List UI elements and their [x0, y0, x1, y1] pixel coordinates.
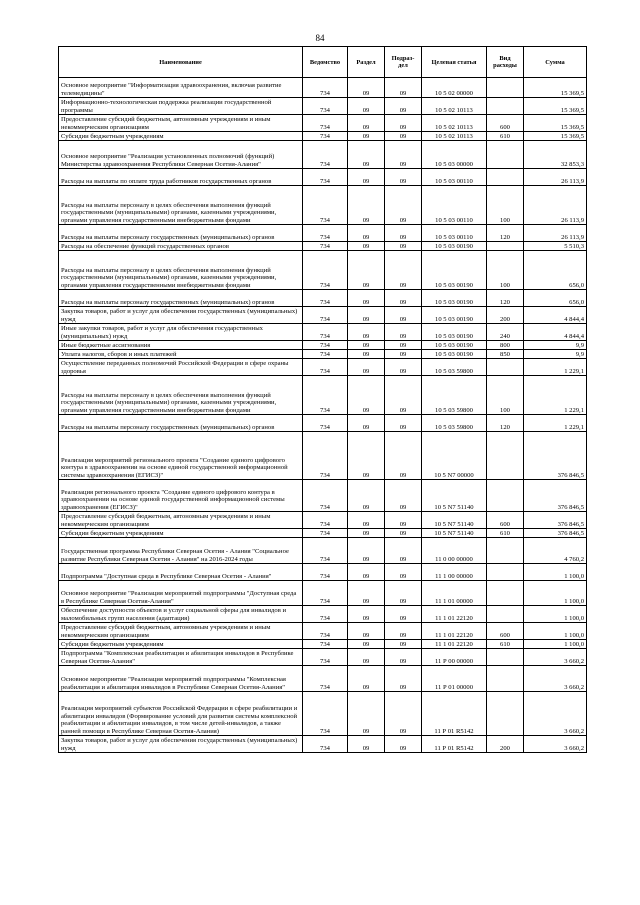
row-target-article-cell: 11 1 01 22120	[422, 640, 487, 649]
row-name-cell: Расходы на обеспечение функций государственных органов	[59, 242, 303, 251]
row-target-article-cell: 10 5 02 10113	[422, 132, 487, 141]
row-sum-cell: 26 113,9	[524, 169, 587, 186]
row-subsection-cell: 09	[385, 564, 422, 581]
table-row	[59, 78, 587, 98]
row-section-cell: 09	[348, 359, 385, 376]
row-target-article-cell: 11 Р 00 00000	[422, 649, 487, 666]
row-department-cell: 734	[303, 623, 348, 640]
row-sum-cell: 1 100,0	[524, 564, 587, 581]
row-expense-type-cell: 850	[487, 350, 524, 359]
row-subsection-cell: 09	[385, 186, 422, 225]
row-expense-type-cell: 120	[487, 290, 524, 307]
row-section-cell: 09	[348, 132, 385, 141]
row-target-article-cell: 10 5 N7 51140	[422, 512, 487, 529]
row-section-cell: 09	[348, 376, 385, 415]
row-subsection-cell: 09	[385, 538, 422, 564]
row-name-cell: Основное мероприятие "Реализация мероприятий подпрограммы "Доступная среда в Республике Северная Осетия-Алания"	[59, 581, 303, 606]
row-subsection-cell: 09	[385, 290, 422, 307]
row-department-cell: 734	[303, 529, 348, 538]
row-subsection-cell: 09	[385, 512, 422, 529]
row-sum-cell: 1 100,0	[524, 640, 587, 649]
row-name-cell: Основное мероприятие "Реализация установленных полномочий (функций) Министерства здравоохранения Республики Северная Осетия-Алания"	[59, 141, 303, 169]
row-target-article-cell: 10 5 03 59800	[422, 359, 487, 376]
row-name-cell: Расходы на выплаты персоналу государственных (муниципальных) органов	[59, 415, 303, 432]
row-section-cell: 09	[348, 640, 385, 649]
row-expense-type-cell	[487, 538, 524, 564]
table-row	[59, 341, 587, 350]
row-expense-type-cell	[487, 359, 524, 376]
row-name-cell: Подпрограмма "Доступная среда в Республике Северная Осетия - Алания"	[59, 564, 303, 581]
row-subsection-cell: 09	[385, 480, 422, 512]
row-section-cell: 09	[348, 529, 385, 538]
row-sum-cell: 3 660,2	[524, 736, 587, 753]
table-row	[59, 290, 587, 307]
row-sum-cell: 15 369,5	[524, 115, 587, 132]
row-subsection-cell: 09	[385, 649, 422, 666]
row-target-article-cell: 10 5 03 59800	[422, 415, 487, 432]
table-row	[59, 251, 587, 290]
row-section-cell: 09	[348, 141, 385, 169]
row-subsection-cell: 09	[385, 359, 422, 376]
table-row	[59, 376, 587, 415]
row-expense-type-cell: 240	[487, 324, 524, 341]
page-number: 84	[315, 33, 325, 43]
row-name-cell: Предоставление субсидий бюджетным, автономным учреждениям и иным некоммерческим организациям	[59, 623, 303, 640]
row-target-article-cell: 10 5 03 00190	[422, 341, 487, 350]
row-target-article-cell: 10 5 N7 51140	[422, 529, 487, 538]
row-department-cell: 734	[303, 225, 348, 242]
row-name-cell: Информационно-технологическая поддержка реализации государственной программы	[59, 98, 303, 115]
table-row	[59, 98, 587, 115]
row-target-article-cell: 11 0 00 00000	[422, 538, 487, 564]
row-expense-type-cell	[487, 649, 524, 666]
table-header	[59, 47, 587, 78]
row-section-cell: 09	[348, 115, 385, 132]
table-row	[59, 736, 587, 753]
column-header-subsection: Подраз-дел	[385, 47, 422, 78]
row-name-cell: Реализация мероприятий регионального проекта "Создание единого цифрового контура в здравоохранении на основе единой государственной информационной системы здравоохранения (ЕГИСЗ)"	[59, 432, 303, 480]
row-sum-cell: 32 853,3	[524, 141, 587, 169]
row-expense-type-cell: 600	[487, 512, 524, 529]
row-sum-cell: 376 846,5	[524, 480, 587, 512]
row-sum-cell: 376 846,5	[524, 512, 587, 529]
table-row	[59, 480, 587, 512]
row-target-article-cell: 10 5 N7 00000	[422, 432, 487, 480]
row-subsection-cell: 09	[385, 692, 422, 736]
row-department-cell: 734	[303, 692, 348, 736]
row-department-cell: 734	[303, 376, 348, 415]
row-department-cell: 734	[303, 480, 348, 512]
row-section-cell: 09	[348, 649, 385, 666]
row-expense-type-cell	[487, 141, 524, 169]
column-header-expense-type: Вид расходы	[487, 47, 524, 78]
row-target-article-cell: 10 5 03 00110	[422, 225, 487, 242]
row-name-cell: Предоставление субсидий бюджетным, автономным учреждениям и иным некоммерческим организациям	[59, 115, 303, 132]
row-target-article-cell: 10 5 03 00190	[422, 307, 487, 324]
row-section-cell: 09	[348, 307, 385, 324]
row-department-cell: 734	[303, 251, 348, 290]
row-department-cell: 734	[303, 132, 348, 141]
row-department-cell: 734	[303, 538, 348, 564]
row-subsection-cell: 09	[385, 98, 422, 115]
row-expense-type-cell: 200	[487, 307, 524, 324]
table-row	[59, 307, 587, 324]
column-header-section: Раздел	[348, 47, 385, 78]
row-name-cell: Реализация регионального проекта "Создание единого цифрового контура в здравоохранении на основе единой государственной информационной системы здравоохранения (ЕГИСЗ)"	[59, 480, 303, 512]
row-section-cell: 09	[348, 623, 385, 640]
row-name-cell: Осуществление переданных полномочий Российской Федерации в сфере охраны здоровья	[59, 359, 303, 376]
budget-table	[58, 46, 587, 753]
row-subsection-cell: 09	[385, 307, 422, 324]
row-target-article-cell: 11 1 01 22120	[422, 623, 487, 640]
table-row	[59, 415, 587, 432]
row-department-cell: 734	[303, 115, 348, 132]
row-name-cell: Расходы на выплаты персоналу государственных (муниципальных) органов	[59, 225, 303, 242]
row-subsection-cell: 09	[385, 415, 422, 432]
table-row	[59, 242, 587, 251]
row-section-cell: 09	[348, 564, 385, 581]
row-target-article-cell: 10 5 03 59800	[422, 376, 487, 415]
table-row	[59, 324, 587, 341]
table-row	[59, 141, 587, 169]
row-department-cell: 734	[303, 606, 348, 623]
row-target-article-cell: 10 5 03 00190	[422, 242, 487, 251]
row-name-cell: Расходы на выплаты персоналу в целях обеспечения выполнения функций государственными (муниципальными) органами, казенными учреждениями, органами управления государственными внебюджетными фондами	[59, 251, 303, 290]
table-row	[59, 115, 587, 132]
row-department-cell: 734	[303, 350, 348, 359]
row-department-cell: 734	[303, 359, 348, 376]
row-department-cell: 734	[303, 242, 348, 251]
row-name-cell: Реализация мероприятий субъектов Российской Федерации в сфере реабилитации и абилитации инвалидов (Формирование условий для развития системы комплексной реабилитации и абилитации инвалидов, в том числе детей-инвалидов, а также ранней помощи в Республике Северная Осетия-Алания)	[59, 692, 303, 736]
table-row	[59, 606, 587, 623]
row-sum-cell: 15 369,5	[524, 132, 587, 141]
row-sum-cell: 376 846,5	[524, 529, 587, 538]
table-row	[59, 132, 587, 141]
row-section-cell: 09	[348, 169, 385, 186]
row-name-cell: Предоставление субсидий бюджетным, автономным учреждениям и иным некоммерческим организациям	[59, 512, 303, 529]
row-section-cell: 09	[348, 251, 385, 290]
row-section-cell: 09	[348, 581, 385, 606]
row-name-cell: Расходы на выплаты по оплате труда работников государственных органов	[59, 169, 303, 186]
row-section-cell: 09	[348, 692, 385, 736]
row-expense-type-cell: 100	[487, 376, 524, 415]
row-name-cell: Основное мероприятие "Реализация мероприятий подпрограммы "Комплексная реабилитация и абилитация инвалидов в Республике Северная Осетия-Алания"	[59, 666, 303, 692]
row-department-cell: 734	[303, 186, 348, 225]
row-subsection-cell: 09	[385, 581, 422, 606]
row-target-article-cell: 11 1 00 00000	[422, 564, 487, 581]
row-subsection-cell: 09	[385, 623, 422, 640]
row-expense-type-cell: 800	[487, 341, 524, 350]
row-sum-cell: 4 844,4	[524, 324, 587, 341]
row-department-cell: 734	[303, 432, 348, 480]
table-row	[59, 432, 587, 480]
row-sum-cell: 26 113,9	[524, 225, 587, 242]
row-sum-cell: 5 510,3	[524, 242, 587, 251]
table-row	[59, 359, 587, 376]
row-department-cell: 734	[303, 141, 348, 169]
row-subsection-cell: 09	[385, 225, 422, 242]
row-department-cell: 734	[303, 666, 348, 692]
row-section-cell: 09	[348, 225, 385, 242]
table-row	[59, 692, 587, 736]
table-row	[59, 666, 587, 692]
row-subsection-cell: 09	[385, 169, 422, 186]
row-sum-cell: 1 229,1	[524, 376, 587, 415]
row-sum-cell: 1 229,1	[524, 359, 587, 376]
row-sum-cell: 4 760,2	[524, 538, 587, 564]
row-expense-type-cell	[487, 564, 524, 581]
column-header-sum: Сумма	[524, 47, 587, 78]
row-section-cell: 09	[348, 186, 385, 225]
row-name-cell: Расходы на выплаты персоналу в целях обеспечения выполнения функций государственными (муниципальными) органами, казенными учреждениями, органами управления государственными внебюджетными фондами	[59, 376, 303, 415]
row-department-cell: 734	[303, 581, 348, 606]
row-sum-cell: 9,9	[524, 341, 587, 350]
row-name-cell: Субсидии бюджетным учреждениям	[59, 132, 303, 141]
row-expense-type-cell: 120	[487, 225, 524, 242]
table-row	[59, 623, 587, 640]
row-expense-type-cell: 200	[487, 736, 524, 753]
table-row	[59, 186, 587, 225]
row-expense-type-cell	[487, 432, 524, 480]
row-section-cell: 09	[348, 538, 385, 564]
row-expense-type-cell: 100	[487, 251, 524, 290]
row-expense-type-cell	[487, 98, 524, 115]
table-row	[59, 225, 587, 242]
row-department-cell: 734	[303, 169, 348, 186]
row-target-article-cell: 10 5 03 00190	[422, 251, 487, 290]
row-expense-type-cell	[487, 78, 524, 98]
row-section-cell: 09	[348, 324, 385, 341]
row-department-cell: 734	[303, 341, 348, 350]
row-target-article-cell: 11 Р 01 R5142	[422, 736, 487, 753]
column-header-name: Наименование	[59, 47, 303, 78]
row-section-cell: 09	[348, 606, 385, 623]
row-name-cell: Расходы на выплаты персоналу государственных (муниципальных) органов	[59, 290, 303, 307]
row-sum-cell: 656,0	[524, 251, 587, 290]
row-sum-cell: 15 369,5	[524, 98, 587, 115]
row-expense-type-cell: 610	[487, 529, 524, 538]
row-subsection-cell: 09	[385, 376, 422, 415]
row-department-cell: 734	[303, 324, 348, 341]
column-header-target-article: Целевая статья	[422, 47, 487, 78]
column-header-department: Ведомство	[303, 47, 348, 78]
row-target-article-cell: 11 1 01 22120	[422, 606, 487, 623]
row-target-article-cell: 11 Р 01 00000	[422, 666, 487, 692]
row-name-cell: Субсидии бюджетным учреждениям	[59, 640, 303, 649]
row-subsection-cell: 09	[385, 666, 422, 692]
row-target-article-cell: 10 5 03 00110	[422, 186, 487, 225]
row-target-article-cell: 11 Р 01 R5142	[422, 692, 487, 736]
row-subsection-cell: 09	[385, 350, 422, 359]
row-name-cell: Расходы на выплаты персоналу в целях обеспечения выполнения функций государственными (муниципальными) органами, казенными учреждениями, органами управления государственными внебюджетными фондами	[59, 186, 303, 225]
row-section-cell: 09	[348, 512, 385, 529]
row-expense-type-cell	[487, 666, 524, 692]
row-department-cell: 734	[303, 512, 348, 529]
row-sum-cell: 4 844,4	[524, 307, 587, 324]
row-section-cell: 09	[348, 350, 385, 359]
row-sum-cell: 1 100,0	[524, 623, 587, 640]
row-department-cell: 734	[303, 736, 348, 753]
row-expense-type-cell	[487, 169, 524, 186]
row-subsection-cell: 09	[385, 529, 422, 538]
row-target-article-cell: 10 5 02 10113	[422, 98, 487, 115]
row-section-cell: 09	[348, 341, 385, 350]
row-subsection-cell: 09	[385, 432, 422, 480]
row-sum-cell: 1 100,0	[524, 606, 587, 623]
row-department-cell: 734	[303, 415, 348, 432]
row-name-cell: Уплата налогов, сборов и иных платежей	[59, 350, 303, 359]
row-target-article-cell: 10 5 N7 51140	[422, 480, 487, 512]
row-section-cell: 09	[348, 432, 385, 480]
row-expense-type-cell: 120	[487, 415, 524, 432]
row-sum-cell: 3 660,2	[524, 692, 587, 736]
row-sum-cell: 376 846,5	[524, 432, 587, 480]
row-subsection-cell: 09	[385, 640, 422, 649]
row-target-article-cell: 10 5 03 00190	[422, 290, 487, 307]
row-name-cell: Закупка товаров, работ и услуг для обеспечения государственных (муниципальных) нужд	[59, 736, 303, 753]
row-section-cell: 09	[348, 242, 385, 251]
row-sum-cell: 1 229,1	[524, 415, 587, 432]
row-section-cell: 09	[348, 98, 385, 115]
table-row	[59, 649, 587, 666]
row-subsection-cell: 09	[385, 324, 422, 341]
row-subsection-cell: 09	[385, 606, 422, 623]
row-subsection-cell: 09	[385, 132, 422, 141]
row-department-cell: 734	[303, 98, 348, 115]
row-name-cell: Иные закупки товаров, работ и услуг для обеспечения государственных (муниципальных) нужд	[59, 324, 303, 341]
row-section-cell: 09	[348, 736, 385, 753]
row-expense-type-cell	[487, 692, 524, 736]
row-subsection-cell: 09	[385, 115, 422, 132]
row-expense-type-cell: 610	[487, 640, 524, 649]
row-expense-type-cell: 100	[487, 186, 524, 225]
row-sum-cell: 3 660,2	[524, 649, 587, 666]
table-row	[59, 512, 587, 529]
row-department-cell: 734	[303, 307, 348, 324]
row-section-cell: 09	[348, 290, 385, 307]
row-sum-cell: 26 113,9	[524, 186, 587, 225]
row-name-cell: Субсидии бюджетным учреждениям	[59, 529, 303, 538]
row-sum-cell: 656,0	[524, 290, 587, 307]
row-subsection-cell: 09	[385, 242, 422, 251]
table-row	[59, 169, 587, 186]
table-row	[59, 640, 587, 649]
row-sum-cell: 1 100,0	[524, 581, 587, 606]
row-section-cell: 09	[348, 415, 385, 432]
table-row	[59, 350, 587, 359]
row-name-cell: Иные бюджетные ассигнования	[59, 341, 303, 350]
row-subsection-cell: 09	[385, 251, 422, 290]
row-subsection-cell: 09	[385, 736, 422, 753]
row-department-cell: 734	[303, 290, 348, 307]
row-name-cell: Государственная программа Республики Северная Осетия - Алания "Социальное развитие Республики Северная Осетия - Алания" на 2016-2024 годы	[59, 538, 303, 564]
row-name-cell: Подпрограмма "Комплексная реабилитация и абилитация инвалидов в Республике Северная Осетия-Алания"	[59, 649, 303, 666]
row-department-cell: 734	[303, 78, 348, 98]
row-expense-type-cell	[487, 242, 524, 251]
row-sum-cell: 3 660,2	[524, 666, 587, 692]
row-target-article-cell: 10 5 03 00190	[422, 350, 487, 359]
table-row	[59, 538, 587, 564]
table-row	[59, 529, 587, 538]
row-sum-cell: 15 369,5	[524, 78, 587, 98]
row-expense-type-cell	[487, 606, 524, 623]
row-expense-type-cell	[487, 581, 524, 606]
row-target-article-cell: 10 5 03 00110	[422, 169, 487, 186]
row-name-cell: Обеспечение доступности объектов и услуг социальной сферы для инвалидов и маломобильных групп населения (адаптация)	[59, 606, 303, 623]
row-name-cell: Закупка товаров, работ и услуг для обеспечения государственных (муниципальных) нужд	[59, 307, 303, 324]
row-target-article-cell: 10 5 03 00190	[422, 324, 487, 341]
table-body	[59, 78, 587, 753]
row-department-cell: 734	[303, 640, 348, 649]
table-row	[59, 581, 587, 606]
row-subsection-cell: 09	[385, 78, 422, 98]
row-department-cell: 734	[303, 649, 348, 666]
row-section-cell: 09	[348, 78, 385, 98]
row-subsection-cell: 09	[385, 341, 422, 350]
row-expense-type-cell: 600	[487, 623, 524, 640]
row-expense-type-cell: 610	[487, 132, 524, 141]
row-target-article-cell: 10 5 03 00000	[422, 141, 487, 169]
row-name-cell: Основное мероприятие "Информатизация здравоохранения, включая развитие телемедицины"	[59, 78, 303, 98]
row-expense-type-cell	[487, 480, 524, 512]
row-department-cell: 734	[303, 564, 348, 581]
row-section-cell: 09	[348, 480, 385, 512]
row-section-cell: 09	[348, 666, 385, 692]
table-row	[59, 564, 587, 581]
row-sum-cell: 9,9	[524, 350, 587, 359]
row-target-article-cell: 10 5 02 00000	[422, 78, 487, 98]
row-subsection-cell: 09	[385, 141, 422, 169]
row-expense-type-cell: 600	[487, 115, 524, 132]
row-target-article-cell: 11 1 01 00000	[422, 581, 487, 606]
row-target-article-cell: 10 5 02 10113	[422, 115, 487, 132]
